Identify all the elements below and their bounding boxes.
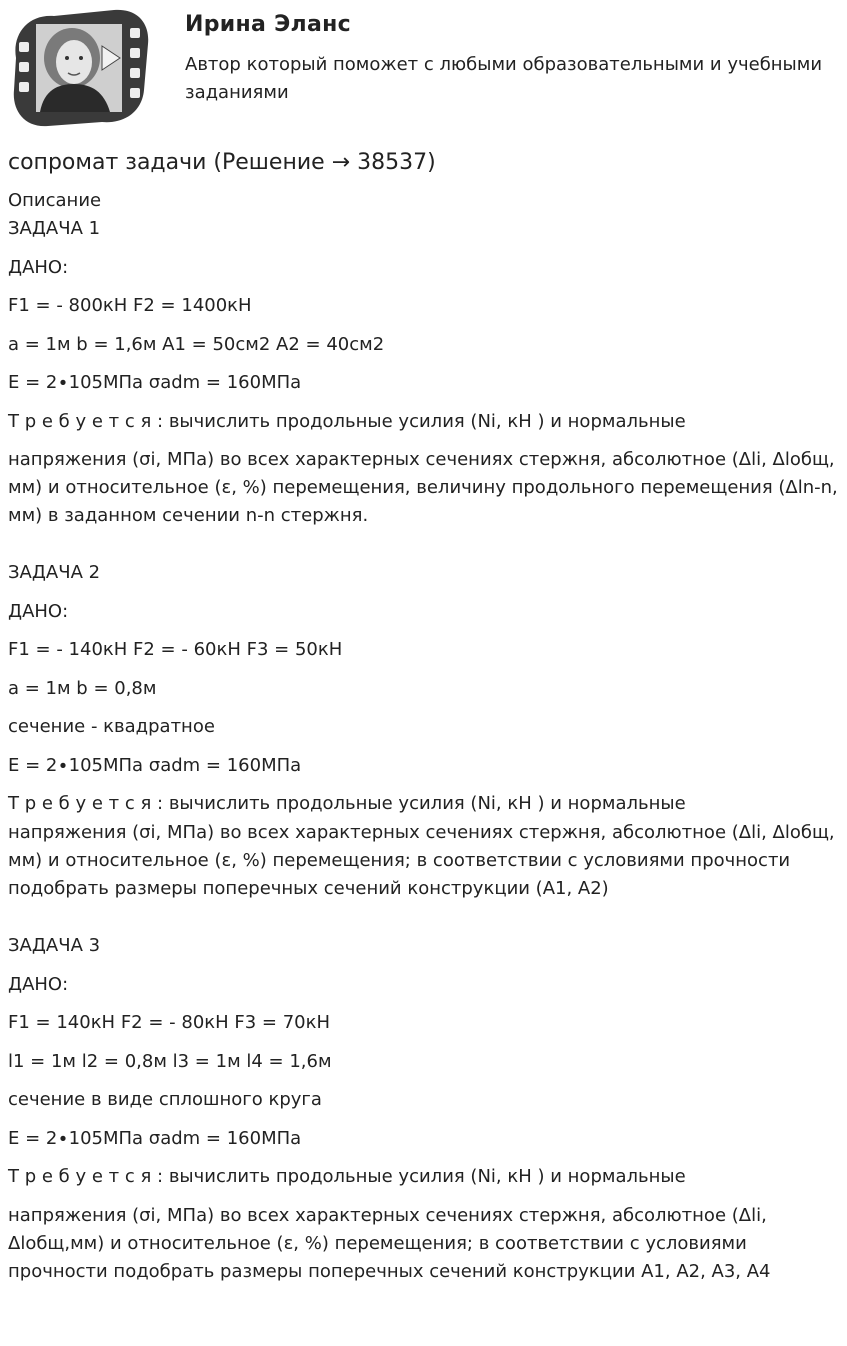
given-line: сечение в виде сплошного круга xyxy=(8,1089,322,1110)
task-2 xyxy=(8,559,841,903)
author-card xyxy=(0,0,847,138)
author-avatar xyxy=(6,6,154,128)
author-description: Автор который поможет с любыми образовательными и учебными заданиями xyxy=(185,54,823,103)
requirement-lead: Т р е б у е т с я : вычислить продольные усилия (Ni, кН ) и нормальные xyxy=(8,1166,686,1187)
requirement-text: напряжения (σi, МПа) во всех характерных сечениях стержня, абсолютное (Δli, Δlобщ, мм) и относительное (ε, %) перемещения; в соответствии с условиями прочности подобрать размеры поперечных сечений конструкции (А1, А2) xyxy=(8,822,841,899)
task-heading: ЗАДАЧА 1 xyxy=(8,218,101,239)
given-line: E = 2∙105МПа σadm = 160МПа xyxy=(8,372,302,393)
task-heading: ЗАДАЧА 3 xyxy=(8,935,101,956)
requirement-lead: Т р е б у е т с я : вычислить продольные усилия (Ni, кН ) и нормальные xyxy=(8,793,686,814)
task-3 xyxy=(8,932,838,1286)
given-line: l1 = 1м l2 = 0,8м l3 = 1м l4 = 1,6м xyxy=(8,1050,332,1072)
page-title: сопромат задачи (Решение → 38537) xyxy=(8,150,436,175)
given-line: E = 2∙105МПа σadm = 160МПа xyxy=(8,1127,302,1149)
given-line: a = 1м b = 0,8м xyxy=(8,677,157,699)
given-label: ДАНО: xyxy=(8,973,69,995)
given-label: ДАНО: xyxy=(8,600,69,622)
requirement-text: напряжения (σi, МПа) во всех характерных сечениях стержня, абсолютное (Δli, Δlобщ,мм) и относительное (ε, %) перемещения; в соответствии с условиями прочности подобрать размеры поперечных сечений конструкции А1, А2, А3, А4 xyxy=(8,1204,773,1282)
given-label: ДАНО: xyxy=(8,256,69,278)
task-heading: ЗАДАЧА 2 xyxy=(8,562,101,583)
given-line: F1 = 140кН F2 = - 80кН F3 = 70кН xyxy=(8,1012,331,1033)
description-label: Описание xyxy=(8,190,102,211)
given-line: E = 2∙105МПа σadm = 160МПа xyxy=(8,754,302,776)
author-name: Ирина Эланс xyxy=(185,12,351,37)
task-1 xyxy=(8,215,844,530)
requirement-lead: Т р е б у е т с я : вычислить продольные усилия (Ni, кН ) и нормальные xyxy=(8,410,686,432)
given-line: сечение - квадратное xyxy=(8,716,215,737)
description-content xyxy=(8,215,844,1315)
requirement-text: напряжения (σi, МПа) во всех характерных сечениях стержня, абсолютное (Δli, Δlобщ, мм) и относительное (ε, %) перемещения, величину продольного перемещения (Δln-n, мм) в заданном сечении n-n стержня. xyxy=(8,449,844,526)
given-line: F1 = - 140кН F2 = - 60кН F3 = 50кН xyxy=(8,639,343,660)
given-line: a = 1м b = 1,6м A1 = 50см2 A2 = 40см2 xyxy=(8,333,385,355)
given-line: F1 = - 800кН F2 = 1400кН xyxy=(8,295,252,316)
